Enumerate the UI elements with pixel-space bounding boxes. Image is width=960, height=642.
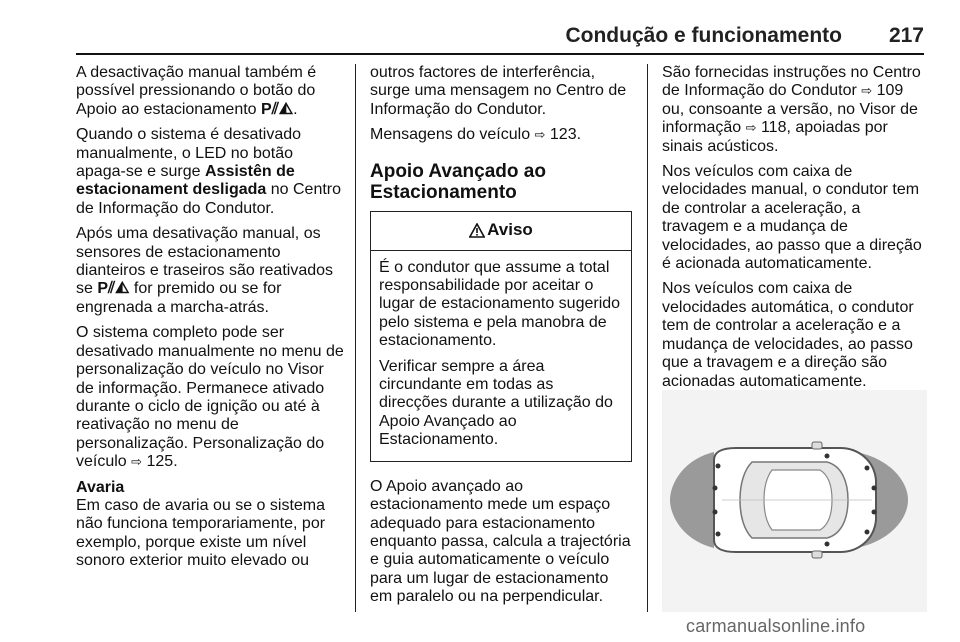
park-assist-icon: P⫽◭ bbox=[261, 100, 294, 118]
paragraph: É o condutor que assume a total responsabilidade por aceitar o lugar de estacionamento sugerido pelo sistema e pela manobra de estacionamento. bbox=[379, 258, 621, 350]
watermark: carmanualsonline.info bbox=[686, 616, 866, 636]
page-number: 217 bbox=[888, 24, 924, 47]
page-reference[interactable]: 123 bbox=[549, 126, 577, 144]
warning-header bbox=[371, 212, 631, 251]
page-ref-arrow-icon: ⇨ bbox=[131, 454, 143, 470]
paragraph: São fornecidas instruções no Centro de Informação do Condutor ⇨ 109 ou, consoante a versão, no Visor de informação ⇨ 118, apoiadas por sinais acústicos. bbox=[662, 64, 921, 155]
paragraph: A desactivação manual também é possível pressionando o botão do Apoio ao estacionamento P⫽◭. bbox=[76, 64, 317, 118]
column-3 bbox=[662, 64, 928, 398]
column-divider-2 bbox=[647, 64, 648, 612]
warning-triangle-icon bbox=[469, 223, 485, 238]
warning-box bbox=[370, 211, 632, 462]
paragraph: Após uma desativação manual, os sensores de estacionamento dianteiros e traseiros são reativados se P⫽◭ for premido ou se for engrenada a marcha-atrás. bbox=[76, 225, 334, 316]
display-message: Assistên de estacionament desligada bbox=[76, 163, 295, 199]
page-reference[interactable]: 125 bbox=[146, 453, 174, 471]
page-ref-arrow-icon: ⇨ bbox=[861, 83, 873, 99]
paragraph: Em caso de avaria ou se o sistema não funciona temporariamente, por exemplo, porque existe um nível sonoro exterior muito elevado ou bbox=[76, 496, 326, 570]
mirror-icon bbox=[812, 551, 822, 558]
paragraph: Mensagens do veículo ⇨ 123. bbox=[370, 126, 582, 144]
page-ref-arrow-icon: ⇨ bbox=[745, 120, 757, 136]
section-heading: Apoio Avançado ao Estacionamento bbox=[370, 160, 546, 203]
paragraph: Nos veículos com caixa de velocidades manual, o condutor tem de controlar a aceleração, a travagem e a mudança de velocidades, ao passo que a direção é acionada automaticamente. bbox=[662, 163, 922, 273]
page-reference[interactable]: 109 bbox=[876, 82, 904, 100]
park-assist-icon: P⫽◭ bbox=[97, 280, 130, 298]
chapter-title: Condução e funcionamento bbox=[565, 24, 842, 47]
page-ref-arrow-icon: ⇨ bbox=[534, 127, 546, 143]
paragraph: outros factores de interferência, surge uma mensagem no Centro de Informação do Condutor. bbox=[370, 64, 627, 118]
paragraph: Quando o sistema é desativado manualmente, o LED no botão apaga-se e surge Assistên de estacionament desligada no Centro de Informação do Condutor. bbox=[76, 126, 342, 217]
rear-sensor-zone bbox=[670, 452, 714, 548]
mirror-icon bbox=[812, 442, 822, 449]
column-1 bbox=[76, 64, 346, 578]
warning-title: Aviso bbox=[487, 220, 533, 240]
subheading: Avaria bbox=[76, 478, 125, 496]
column-divider-1 bbox=[355, 64, 356, 612]
car-sensor-zones-illustration bbox=[662, 390, 927, 612]
warning-body bbox=[371, 251, 631, 461]
paragraph: O sistema completo pode ser desativado manualmente no menu de personalização do veículo no Visor de informação. Permanece ativado durante o ciclo de ignição ou até à reativação no menu de personalização. Personalização do veículo ⇨ 125. bbox=[76, 324, 344, 471]
page-reference[interactable]: 118 bbox=[760, 119, 787, 137]
paragraph: Nos veículos com caixa de velocidades automática, o condutor tem de controlar a aceleração e a mudança de velocidades, ao passo que a travagem e a direção são acionadas automaticamente. bbox=[662, 280, 914, 390]
paragraph: O Apoio avançado ao estacionamento mede um espaço adequado para estacionamento enquanto passa, calcula a trajectória e guia automaticamente o veículo para um lugar de estacionamento em paralelo ou na perpendicular. bbox=[370, 477, 631, 606]
parking-sensor-figure bbox=[662, 390, 927, 612]
page-header bbox=[0, 0, 960, 56]
paragraph: Verificar sempre a área circundante em todas as direcções durante a utilização do Apoio Avançado ao Estacionamento. bbox=[379, 357, 613, 449]
column-2 bbox=[370, 64, 632, 614]
header-rule bbox=[76, 53, 924, 55]
